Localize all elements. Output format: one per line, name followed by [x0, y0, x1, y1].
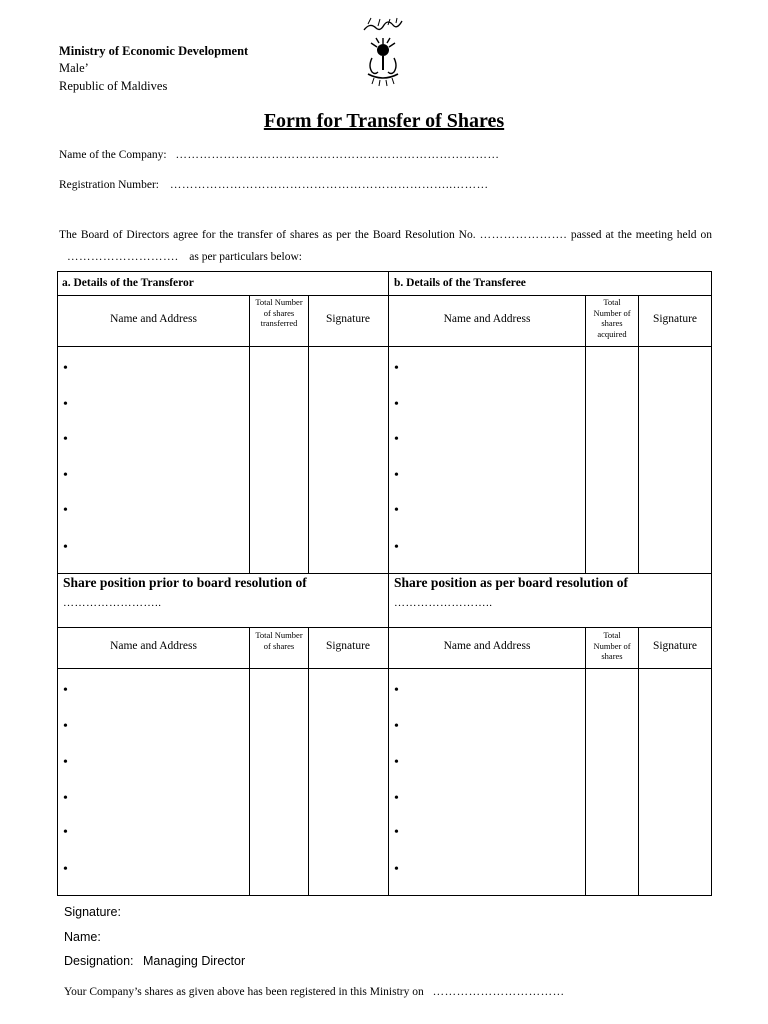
prior-signature-header: Signature [325, 640, 371, 652]
asper-entry-1[interactable]: • [394, 683, 399, 698]
company-name-line [59, 149, 500, 161]
transferee-entry-4[interactable]: • [394, 468, 399, 483]
transferor-entry-3[interactable]: • [63, 432, 68, 447]
form-title: Form for Transfer of Shares [263, 110, 505, 132]
asper-name-address-header: Name and Address [443, 640, 531, 652]
prior-resolution-field[interactable]: …………………….. [63, 597, 162, 609]
ministry-name: Ministry of Economic Development [59, 44, 249, 58]
registration-date-field[interactable]: …………………………… [432, 986, 565, 998]
transferee-signature-header: Signature [652, 313, 698, 325]
transferee-entry-6[interactable]: • [394, 540, 399, 555]
prior-entry-5[interactable]: • [63, 825, 68, 840]
transferor-heading: a. Details of the Transferor [62, 277, 194, 289]
transferee-entry-2[interactable]: • [394, 397, 399, 412]
asper-entry-4[interactable]: • [394, 791, 399, 806]
prior-name-address-header: Name and Address [110, 640, 197, 652]
resolution-number-field[interactable]: …………………. [479, 229, 567, 241]
resolution-paragraph [59, 224, 712, 268]
registration-confirmation-text: Your Company’s shares as given above has been registered in this Ministry on [64, 986, 424, 998]
transferee-heading: b. Details of the Transferee [394, 277, 526, 289]
arabic-calligraphy-icon [364, 18, 402, 30]
resolution-text-after: as per particulars below: [189, 251, 302, 263]
total-shares-transferred-header: Total Number of shares transferred [255, 297, 303, 328]
designation-line [64, 954, 245, 968]
resolution-text-before: The Board of Directors agree for the transfer of shares as per the Board Resolution No. [59, 229, 476, 241]
total-shares-acquired-header: Total Number of shares acquired [593, 297, 631, 339]
signature-label: Signature: [64, 905, 121, 919]
state-emblem-icon [358, 14, 408, 90]
transferor-signature-header: Signature [325, 313, 371, 325]
prior-entry-4[interactable]: • [63, 791, 68, 806]
prior-entry-1[interactable]: • [63, 683, 68, 698]
company-name-field[interactable]: ……………………………………………………………………… [175, 149, 500, 161]
ministry-country: Republic of Maldives [59, 79, 168, 93]
transferee-entry-1[interactable]: • [394, 361, 399, 376]
transferor-entry-5[interactable]: • [63, 503, 68, 518]
designation-label: Designation: [64, 954, 134, 968]
transferor-entry-2[interactable]: • [63, 397, 68, 412]
asper-total-shares-header: Total Number of shares [593, 630, 631, 661]
prior-position-heading: Share position prior to board resolution of [63, 575, 307, 590]
asper-entry-5[interactable]: • [394, 825, 399, 840]
asper-entry-2[interactable]: • [394, 719, 399, 734]
transferor-name-address-header: Name and Address [110, 313, 197, 325]
registration-number-label: Registration Number: [59, 179, 159, 191]
name-label: Name: [64, 930, 101, 944]
asper-position-heading: Share position as per board resolution of [394, 575, 629, 590]
registration-number-field[interactable]: ……………………………………………………………..……… [169, 179, 489, 191]
prior-entry-2[interactable]: • [63, 719, 68, 734]
meeting-date-field[interactable]: ………………………. [67, 251, 179, 263]
transferor-entry-4[interactable]: • [63, 468, 68, 483]
registration-number-line [59, 179, 489, 191]
company-name-label: Name of the Company: [59, 149, 167, 161]
registration-confirmation [64, 986, 565, 998]
asper-entry-6[interactable]: • [394, 862, 399, 877]
prior-entry-6[interactable]: • [63, 862, 68, 877]
transferor-entry-1[interactable]: • [63, 361, 68, 376]
asper-signature-header: Signature [652, 640, 698, 652]
transferee-name-address-header: Name and Address [443, 313, 531, 325]
transferor-entry-6[interactable]: • [63, 540, 68, 555]
transferee-entry-5[interactable]: • [394, 503, 399, 518]
asper-resolution-field[interactable]: …………………….. [394, 597, 493, 609]
asper-entry-3[interactable]: • [394, 755, 399, 770]
prior-total-shares-header: Total Number of shares [255, 630, 303, 651]
designation-value: Managing Director [142, 954, 246, 968]
ministry-city: Male’ [59, 61, 89, 75]
resolution-text-mid: passed at the meeting held on [570, 229, 713, 241]
prior-entry-3[interactable]: • [63, 755, 68, 770]
transferee-entry-3[interactable]: • [394, 432, 399, 447]
